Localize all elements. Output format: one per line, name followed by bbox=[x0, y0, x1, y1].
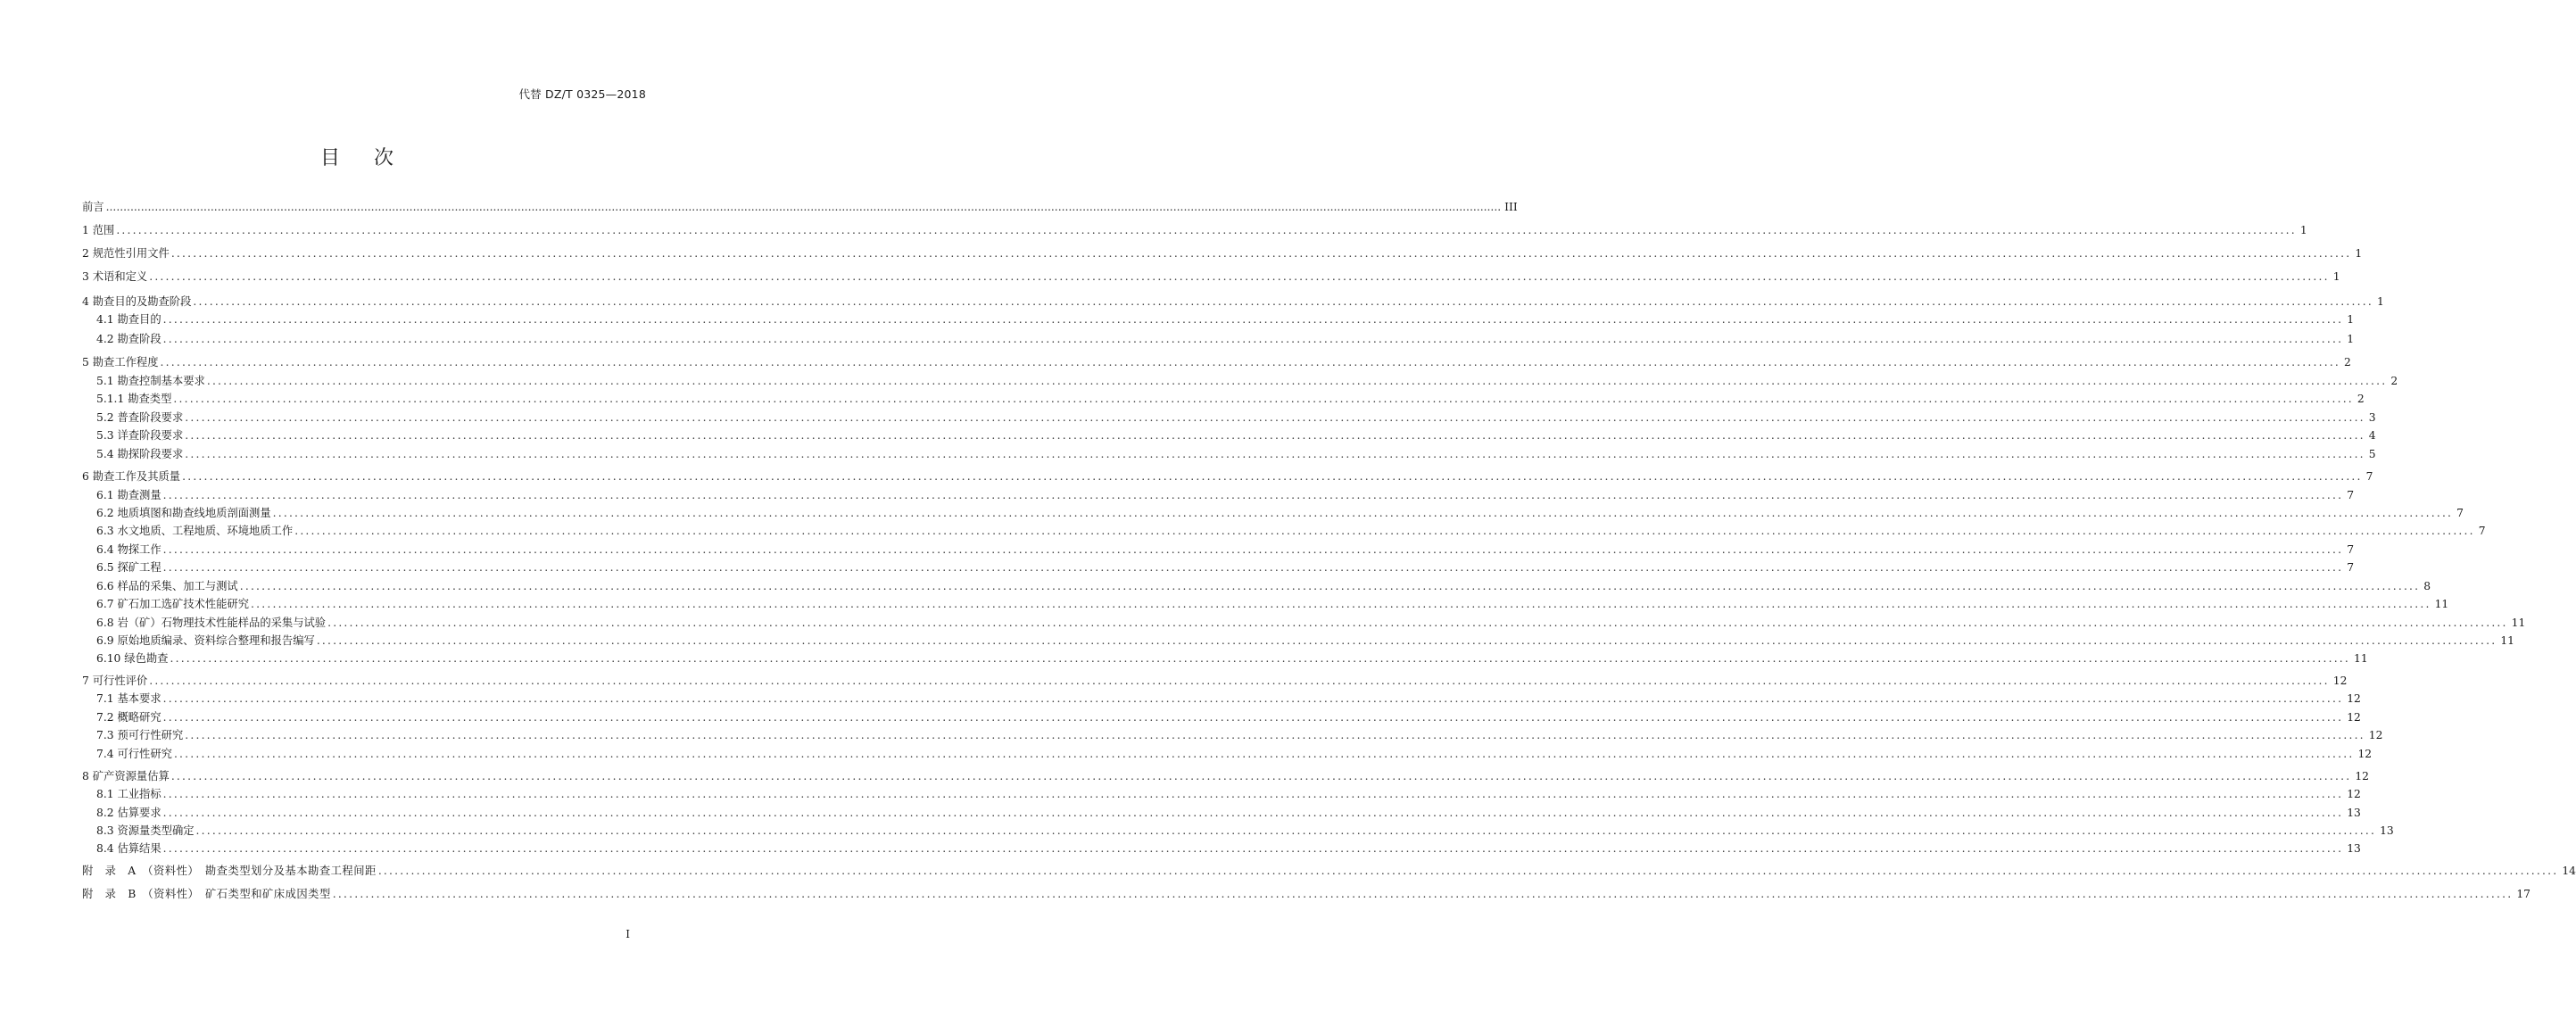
toc-entry-page: 1 bbox=[2355, 247, 2363, 260]
toc-entry-label: 6.6 样品的采集、加工与测试 bbox=[96, 580, 238, 592]
toc-entry-page: 14 bbox=[2562, 865, 2576, 877]
toc-entry[interactable] bbox=[96, 372, 2398, 390]
toc-leader-dots: ................................................................................................................................................................................................................................................................................................................................................................................................................ bbox=[239, 580, 2421, 592]
toc-entry-page: 1 bbox=[2347, 333, 2355, 345]
toc-entry[interactable] bbox=[96, 726, 2383, 744]
toc-entry-label: 6.1 勘查测量 bbox=[96, 489, 162, 501]
toc-entry-page: 2 bbox=[2344, 356, 2351, 368]
toc-entry-page: 5 bbox=[2368, 448, 2376, 460]
toc-entry-label: 8.4 估算结果 bbox=[96, 842, 162, 855]
toc-entry-label: 7.1 基本要求 bbox=[96, 692, 162, 705]
toc-leader-dots: ................................................................................................................................................................................................................................................................................................................................................................................................................ bbox=[160, 356, 2341, 368]
toc-leader-dots: ................................................................................................................................................................................................................................................................................................................................................................................................................ bbox=[193, 295, 2373, 308]
toc-entry-page: 12 bbox=[2355, 770, 2369, 782]
toc-entry[interactable] bbox=[96, 310, 2355, 328]
toc-leader-dots: ................................................................................................................................................................................................................................................................................................................................................................................................................ bbox=[185, 429, 2365, 442]
toc-entry[interactable] bbox=[96, 650, 2368, 667]
toc-leader-dots: ................................................................................................................................................................................................................................................................................................................................................................................................................ bbox=[332, 888, 2514, 900]
toc-entry-label: 8.3 资源量类型确定 bbox=[96, 824, 195, 837]
toc-entry[interactable] bbox=[82, 468, 2373, 485]
toc-leader-dots: ................................................................................................................................................................................................................................................................................................................................................................................................................ bbox=[170, 652, 2351, 665]
toc-leader-dots: ................................................................................................................................................................................................................................................................................................................................................................................................................ bbox=[162, 561, 2344, 574]
toc-entry-label: 5.4 勘探阶段要求 bbox=[96, 448, 184, 460]
toc-entry[interactable] bbox=[82, 221, 2307, 239]
toc-entry[interactable] bbox=[82, 353, 2351, 371]
toc-entry[interactable] bbox=[96, 330, 2355, 348]
toc-entry[interactable] bbox=[96, 614, 2526, 632]
toc-entry[interactable] bbox=[96, 445, 2376, 463]
toc-entry-label: 8.2 估算要求 bbox=[96, 807, 162, 819]
toc-entry-label: 6.5 探矿工程 bbox=[96, 561, 162, 574]
toc-leader-dots: ................................................................................................................................................................................................................................................................................................................................................................................................................ bbox=[162, 313, 2344, 326]
toc-entry-page: 12 bbox=[2368, 729, 2383, 741]
toc-entry-label: 8.1 工业指标 bbox=[96, 788, 162, 800]
toc-entry-page: 7 bbox=[2347, 561, 2355, 574]
toc-leader-dots: ................................................................................................................................................................................................................................................................................................................................................................................................................ bbox=[173, 748, 2355, 760]
toc-entry[interactable] bbox=[96, 822, 2394, 840]
toc-entry[interactable] bbox=[96, 595, 2449, 613]
toc-entry-page: 12 bbox=[2347, 788, 2361, 800]
toc-entry-page: 13 bbox=[2347, 842, 2361, 855]
toc-entry-page: 8 bbox=[2423, 580, 2431, 592]
toc-entry[interactable] bbox=[96, 409, 2376, 426]
toc-entry-label: 4.1 勘查目的 bbox=[96, 313, 162, 326]
toc-entry[interactable] bbox=[82, 885, 2530, 903]
toc-entry-page: 4 bbox=[2368, 429, 2376, 442]
toc-entry[interactable] bbox=[82, 672, 2348, 690]
toc-leader-dots: ................................................................................................................................................................................................................................................................................................................................................................................................................ bbox=[162, 807, 2344, 819]
toc-entry-label: 6.2 地质填图和勘查线地质剖面测量 bbox=[96, 507, 271, 519]
toc-entry-label: 附 录 B （资料性） 矿石类型和矿床成因类型 bbox=[82, 888, 331, 900]
toc-entry-label: 1 范围 bbox=[82, 224, 115, 236]
toc-entry-label: 2 规范性引用文件 bbox=[82, 247, 170, 260]
toc-leader-dots: ................................................................................................................................................................................................................................................................................................................................................................................................................ bbox=[377, 865, 2559, 877]
toc-entry[interactable] bbox=[82, 862, 2576, 880]
toc-entry-label: 5.1 勘查控制基本要求 bbox=[96, 375, 205, 387]
toc-entry[interactable] bbox=[96, 577, 2431, 595]
toc-entry-page: 1 bbox=[2376, 295, 2384, 308]
toc-leader-dots: ................................................................................................................................................................................................................................................................................................................................................................................................................ bbox=[162, 333, 2344, 345]
toc-entry[interactable] bbox=[96, 840, 2361, 857]
standard-code-header: 代替 DZ/T 0325—2018 bbox=[518, 87, 646, 101]
toc-entry-label: 6.4 物探工作 bbox=[96, 543, 162, 556]
toc-entry[interactable] bbox=[82, 268, 2340, 286]
toc-leader-dots: ................................................................................................................................................................................................................................................................................................................................................................................................................ bbox=[162, 788, 2344, 800]
toc-entry-label: 3 术语和定义 bbox=[82, 270, 148, 283]
toc-leader-dots: ................................................................................................................................................................................................................................................................................................................................................................................................................ bbox=[170, 247, 2352, 260]
toc-entry-page: 7 bbox=[2456, 507, 2464, 519]
toc-entry-label: 5 勘查工作程度 bbox=[82, 356, 159, 368]
toc-leader-dots: ................................................................................................................................................................................................................................................................................................................................................................................................................ bbox=[272, 507, 2454, 519]
toc-leader-dots: ................................................................................................................................................................................................................................................................................................................................................................................................................ bbox=[173, 393, 2354, 405]
toc-entry-label: 4 勘查目的及勘查阶段 bbox=[82, 295, 192, 308]
toc-entry-label: 5.1.1 勘查类型 bbox=[96, 393, 172, 405]
toc-entry-page: 2 bbox=[2357, 393, 2365, 405]
toc-leader-dots: ................................................................................................................................................................................................................................................................................................................................................................................................................ bbox=[162, 842, 2344, 855]
toc-entry[interactable] bbox=[82, 198, 1518, 216]
toc-leader-dots: ................................................................................................................................................................................................................................................................................................................................................................................................................ bbox=[185, 448, 2365, 460]
toc-leader-dots: ................................................................................................................................................................................................................................................................................................................................................................................................................ bbox=[182, 470, 2363, 483]
toc-entry-page: 7 bbox=[2478, 525, 2486, 537]
toc-entry-label: 5.3 详查阶段要求 bbox=[96, 429, 184, 442]
toc-entry-label: 6.8 岩（矿）石物理技术性能样品的采集与试验 bbox=[96, 617, 327, 629]
toc-entry-label: 4.2 勘查阶段 bbox=[96, 333, 162, 345]
toc-entry-page: 3 bbox=[2368, 411, 2376, 424]
toc-entry[interactable] bbox=[82, 767, 2369, 785]
toc-leader-dots: ................................................................................................................................................................................................................................................................................................................................................................................................................ bbox=[105, 201, 1502, 213]
toc-leader-dots: ................................................................................................................................................................................................................................................................................................................................................................................................................ bbox=[316, 634, 2497, 647]
toc-entry-label: 7.4 可行性研究 bbox=[96, 748, 172, 760]
toc-entry-page: 7 bbox=[2347, 543, 2355, 556]
toc-entry[interactable] bbox=[96, 504, 2464, 522]
toc-leader-dots: ................................................................................................................................................................................................................................................................................................................................................................................................................ bbox=[185, 411, 2365, 424]
toc-entry-page: 7 bbox=[2365, 470, 2373, 483]
toc-entry-label: 6.9 原始地质编录、资料综合整理和报告编写 bbox=[96, 634, 315, 647]
toc-entry-page: 12 bbox=[2347, 711, 2361, 724]
toc-entry-page: 12 bbox=[2332, 675, 2348, 687]
toc-entry[interactable] bbox=[96, 804, 2361, 822]
toc-entry-page: 7 bbox=[2347, 489, 2355, 501]
toc-entry-label: 7 可行性评价 bbox=[82, 675, 148, 687]
toc-entry-label: 6.3 水文地质、工程地质、环境地质工作 bbox=[96, 525, 294, 537]
toc-entry-label: 6.10 绿色勘查 bbox=[96, 652, 169, 665]
toc-entry-page: 1 bbox=[2347, 313, 2355, 326]
toc-entry-page: 11 bbox=[2511, 617, 2526, 629]
toc-entry-label: 前言 bbox=[82, 201, 104, 213]
toc-entry[interactable] bbox=[96, 541, 2355, 559]
toc-leader-dots: ................................................................................................................................................................................................................................................................................................................................................................................................................ bbox=[116, 224, 2297, 236]
toc-leader-dots: ................................................................................................................................................................................................................................................................................................................................................................................................................ bbox=[206, 375, 2388, 387]
toc-leader-dots: ................................................................................................................................................................................................................................................................................................................................................................................................................ bbox=[294, 525, 2475, 537]
toc-entry-page: III bbox=[1504, 201, 1518, 213]
toc-entry-page: 2 bbox=[2390, 375, 2398, 387]
toc-entry-label: 8 矿产资源量估算 bbox=[82, 770, 170, 782]
toc-entry[interactable] bbox=[82, 293, 2384, 310]
page-title: 目次 bbox=[319, 147, 427, 170]
toc-entry-page: 12 bbox=[2357, 748, 2373, 760]
toc-entry-page: 11 bbox=[2500, 634, 2514, 647]
toc-leader-dots: ................................................................................................................................................................................................................................................................................................................................................................................................................ bbox=[149, 270, 2330, 283]
toc-entry[interactable] bbox=[82, 244, 2363, 262]
toc-leader-dots: ................................................................................................................................................................................................................................................................................................................................................................................................................ bbox=[195, 824, 2377, 837]
toc-leader-dots: ................................................................................................................................................................................................................................................................................................................................................................................................................ bbox=[162, 692, 2344, 705]
toc-entry-page: 1 bbox=[2299, 224, 2307, 236]
toc-entry-label: 7.3 预可行性研究 bbox=[96, 729, 184, 741]
toc-entry[interactable] bbox=[96, 522, 2486, 540]
toc-entry-page: 1 bbox=[2332, 270, 2340, 283]
toc-entry-page: 17 bbox=[2516, 888, 2530, 900]
toc-entry-page: 11 bbox=[2434, 598, 2449, 610]
toc-entry-label: 6.7 矿石加工选矿技术性能研究 bbox=[96, 598, 250, 610]
toc-leader-dots: ................................................................................................................................................................................................................................................................................................................................................................................................................ bbox=[162, 711, 2344, 724]
toc-leader-dots: ................................................................................................................................................................................................................................................................................................................................................................................................................ bbox=[185, 729, 2365, 741]
toc-entry[interactable] bbox=[96, 690, 2361, 708]
toc-entry[interactable] bbox=[96, 785, 2361, 803]
toc-entry-label: 6 勘查工作及其质量 bbox=[82, 470, 181, 483]
toc-entry[interactable] bbox=[96, 708, 2361, 726]
toc-leader-dots: ................................................................................................................................................................................................................................................................................................................................................................................................................ bbox=[170, 770, 2352, 782]
toc-entry-label: 5.2 普查阶段要求 bbox=[96, 411, 184, 424]
toc-leader-dots: ................................................................................................................................................................................................................................................................................................................................................................................................................ bbox=[327, 617, 2508, 629]
toc-entry-label: 附 录 A （资料性） 勘查类型划分及基本勘查工程间距 bbox=[82, 865, 377, 877]
page-number: I bbox=[625, 928, 630, 940]
toc-entry-page: 11 bbox=[2354, 652, 2368, 665]
toc-leader-dots: ................................................................................................................................................................................................................................................................................................................................................................................................................ bbox=[162, 489, 2344, 501]
toc-leader-dots: ................................................................................................................................................................................................................................................................................................................................................................................................................ bbox=[251, 598, 2431, 610]
toc-entry[interactable] bbox=[96, 486, 2355, 504]
toc-leader-dots: ................................................................................................................................................................................................................................................................................................................................................................................................................ bbox=[149, 675, 2330, 687]
toc-entry[interactable] bbox=[96, 390, 2365, 408]
toc-entry[interactable] bbox=[96, 559, 2355, 576]
toc-entry-label: 7.2 概略研究 bbox=[96, 711, 162, 724]
toc-entry-page: 13 bbox=[2380, 824, 2394, 837]
toc-entry[interactable] bbox=[96, 426, 2376, 444]
toc-entry[interactable] bbox=[96, 745, 2373, 763]
toc-leader-dots: ................................................................................................................................................................................................................................................................................................................................................................................................................ bbox=[162, 543, 2344, 556]
toc-entry[interactable] bbox=[96, 632, 2514, 650]
toc-entry-page: 13 bbox=[2347, 807, 2361, 819]
toc-entry-page: 12 bbox=[2347, 692, 2361, 705]
